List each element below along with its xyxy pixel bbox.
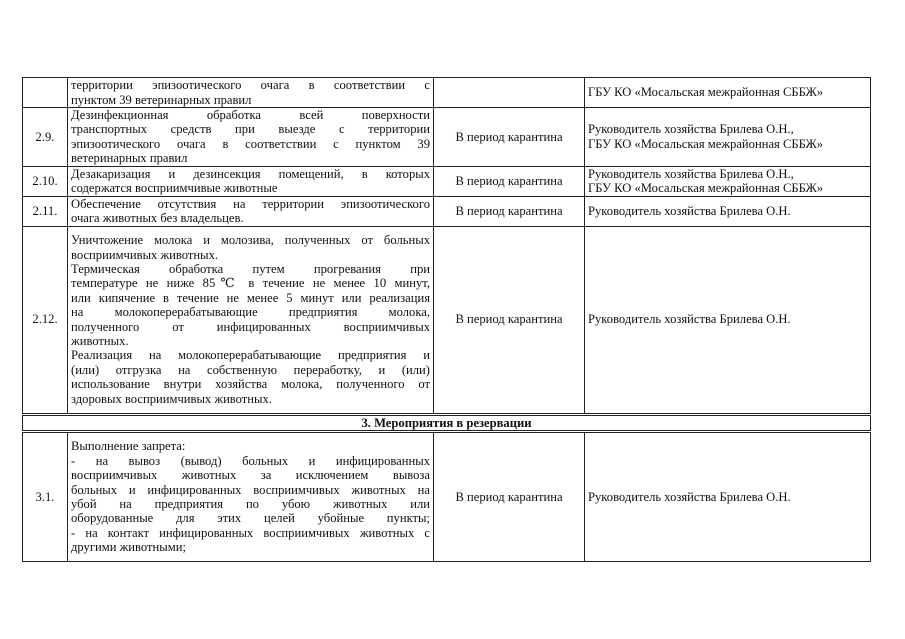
item-number: 3.1.	[23, 432, 68, 562]
responsible-party	[585, 108, 871, 167]
responsible-line: Руководитель хозяйства Брилева О.Н.,	[588, 122, 794, 137]
measures-table	[22, 77, 871, 562]
responsible-party	[585, 196, 871, 226]
description-line: здоровых восприимчивых животных.	[71, 391, 272, 406]
responsible-line: ГБУ КО «Мосальская межрайонная СББЖ»	[588, 136, 824, 151]
deadline: В период карантина	[434, 226, 585, 414]
description-line: пунктом 39 ветеринарных правил	[71, 92, 252, 107]
deadline: В период карантина	[434, 432, 585, 562]
description-line: температуре не ниже 85℃ в течение не менее 10 минут,	[71, 276, 430, 291]
table-row	[23, 226, 871, 414]
responsible-line: Руководитель хозяйства Брилева О.Н.	[588, 203, 791, 218]
responsible-line: ГБУ КО «Мосальская межрайонная СББЖ»	[588, 85, 824, 100]
measure-description	[68, 166, 434, 196]
description-line: оборудованные для этих целей убойные пункты;	[71, 511, 430, 526]
description-line: Обеспечение отсутствия на территории эпизоотического	[71, 196, 430, 211]
section-header-row	[23, 414, 871, 431]
table-body	[23, 78, 871, 562]
responsible-party	[585, 432, 871, 562]
description-line: Дезинфекционная обработка всей поверхности	[71, 108, 430, 122]
description-line: на молокоперерабатывающие предприятия молока,	[71, 305, 430, 320]
measure-description	[68, 78, 434, 108]
responsible-line: Руководитель хозяйства Брилева О.Н.	[588, 489, 791, 504]
deadline: В период карантина	[434, 166, 585, 196]
measure-description	[68, 432, 434, 562]
description-line: эпизоотического очага в соответствии с пунктом 39	[71, 136, 430, 151]
description-line: транспортных средств при выезде с территории	[71, 122, 430, 137]
measure-description	[68, 108, 434, 167]
description-line: убой на предприятия по убою животных или	[71, 497, 430, 512]
deadline	[434, 78, 585, 108]
item-number: 2.9.	[23, 108, 68, 167]
description-line: очага животных без владельцев.	[71, 211, 244, 226]
table-row	[23, 108, 871, 167]
description-line: Выполнение запрета:	[71, 439, 186, 454]
table-row	[23, 196, 871, 226]
description-line: Реализация на молокоперерабатывающие предприятия и	[71, 348, 430, 363]
description-line: восприимчивых животных за исключением вывоза	[71, 468, 430, 483]
description-line: или кипячение в течение не менее 5 минут или реализация	[71, 290, 430, 305]
description-line: другими животными;	[71, 540, 186, 555]
description-line: территории эпизоотического очага в соответствии с	[71, 78, 430, 93]
description-line: использование внутри хозяйства молока, полученного от	[71, 377, 430, 392]
description-line: (или) отгрузка на собственную переработку, и (или)	[71, 362, 430, 377]
description-line: Уничтожение молока и молозива, полученных от больных	[71, 233, 430, 248]
item-number: 2.10.	[23, 166, 68, 196]
description-line: содержатся восприимчивые животные	[71, 181, 278, 196]
description-line: - на вывоз (вывод) больных и инфицированных	[71, 453, 430, 468]
section-title: 3. Мероприятия в резервации	[23, 414, 871, 431]
item-number: 2.12.	[23, 226, 68, 414]
responsible-line: ГБУ КО «Мосальская межрайонная СББЖ»	[588, 181, 824, 196]
description-line: Термическая обработка путем прогревания при	[71, 262, 430, 276]
item-number	[23, 78, 68, 108]
description-line: - на контакт инфицированных восприимчивых животных с	[71, 525, 430, 540]
measure-description	[68, 226, 434, 414]
description-line: Дезакаризация и дезинсекция помещений, в которых	[71, 166, 430, 181]
description-line: животных.	[71, 334, 129, 349]
description-line: полученного от инфицированных восприимчивых	[71, 319, 430, 334]
description-line: ветеринарных правил	[71, 151, 188, 166]
responsible-party	[585, 226, 871, 414]
item-number: 2.11.	[23, 196, 68, 226]
responsible-line: Руководитель хозяйства Брилева О.Н.,	[588, 166, 794, 181]
table-row	[23, 78, 871, 108]
responsible-party	[585, 78, 871, 108]
responsible-party	[585, 166, 871, 196]
measure-description	[68, 196, 434, 226]
deadline: В период карантина	[434, 108, 585, 167]
table-row	[23, 432, 871, 562]
responsible-line: Руководитель хозяйства Брилева О.Н.	[588, 312, 791, 327]
description-line: восприимчивых животных.	[71, 247, 219, 262]
table-row	[23, 166, 871, 196]
description-line: больных и инфицированных восприимчивых животных на	[71, 482, 430, 497]
deadline: В период карантина	[434, 196, 585, 226]
